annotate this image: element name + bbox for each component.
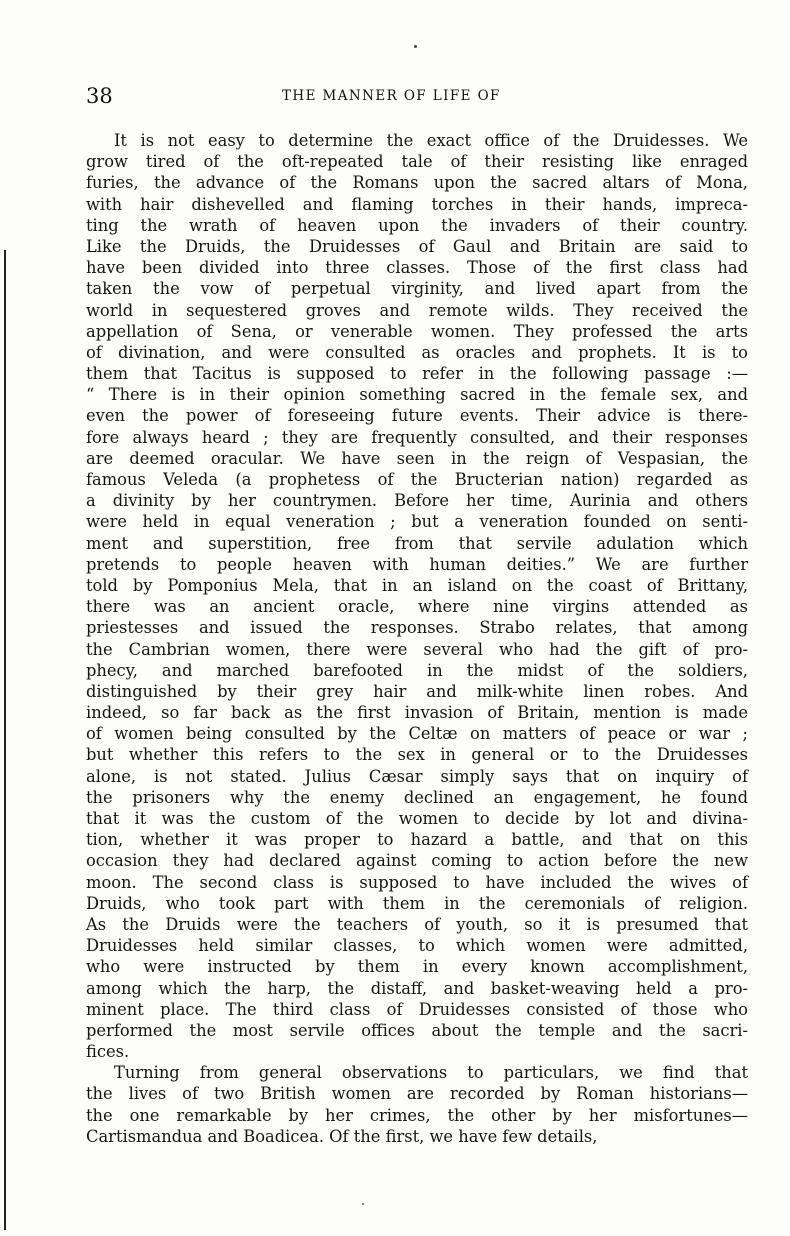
- text-line: the Cambrian women, there were several who had the gift of pro-: [86, 639, 748, 659]
- text-line: alone, is not stated. Julius Cæsar simply says that on inquiry of: [86, 766, 748, 786]
- text-line: are deemed oracular. We have seen in the reign of Vespasian, the: [86, 448, 748, 468]
- text-line: priestesses and issued the responses. Strabo relates, that among: [86, 618, 748, 638]
- text-line: there was an ancient oracle, where nine virgins attended as: [86, 597, 748, 617]
- text-line: that it was the custom of the women to decide by lot and divina-: [86, 809, 748, 828]
- text-line: ment and superstition, free from that servile adulation which: [86, 533, 748, 553]
- text-line: famous Veleda (a prophetess of the Bructerian nation) regarded as: [86, 470, 748, 489]
- text-line: Cartismandua and Boadicea. Of the first, we have few details,: [86, 1126, 598, 1146]
- text-line: phecy, and marched barefooted in the midst of the soldiers,: [86, 660, 748, 680]
- body-text: [86, 130, 748, 1147]
- text-line: furies, the advance of the Romans upon the sacred altars of Mona,: [86, 173, 748, 193]
- text-line: occasion they had declared against coming to action before the new: [86, 851, 748, 871]
- text-line: who were instructed by them in every known accomplishment,: [86, 957, 748, 977]
- text-line: among which the harp, the distaff, and basket-weaving held a pro-: [86, 978, 748, 998]
- text-line: fore always heard ; they are frequently consulted, and their responses: [86, 427, 748, 447]
- text-line: Druids, who took part with them in the ceremonials of religion.: [86, 893, 748, 913]
- text-line: grow tired of the oft-repeated tale of their resisting like enraged: [86, 152, 748, 172]
- page-edge-shadow: [4, 250, 6, 1230]
- text-line: the lives of two British women are recorded by Roman historians—: [86, 1084, 748, 1104]
- print-speck: [414, 45, 417, 48]
- text-line: fices.: [86, 1042, 130, 1062]
- running-title: THE MANNER OF LIFE OF: [282, 88, 501, 104]
- text-line: distinguished by their grey hair and milk-white linen robes. And: [86, 681, 748, 701]
- text-line: the one remarkable by her crimes, the other by her misfortunes—: [86, 1105, 748, 1125]
- text-line: Druidesses held similar classes, to which women were admitted,: [86, 936, 748, 956]
- text-line: moon. The second class is supposed to have included the wives of: [86, 872, 748, 892]
- text-line: them that Tacitus is supposed to refer in the following passage :—: [86, 364, 748, 384]
- text-line: have been divided into three classes. Those of the first class had: [86, 258, 748, 278]
- page-number: 38: [86, 84, 113, 108]
- text-line: Like the Druids, the Druidesses of Gaul and Britain are said to: [86, 236, 748, 256]
- text-line: of divination, and were consulted as oracles and prophets. It is to: [86, 342, 748, 362]
- print-speck: [362, 1203, 364, 1205]
- text-line: with hair dishevelled and flaming torches in their hands, impreca-: [86, 194, 748, 214]
- text-line: “ There is in their opinion something sacred in the female sex, and: [86, 385, 748, 405]
- text-line: performed the most servile offices about the temple and the sacri-: [86, 1020, 748, 1040]
- text-line: Turning from general observations to particulars, we find that: [114, 1063, 748, 1083]
- text-line: world in sequestered groves and remote wilds. They received the: [86, 300, 748, 320]
- text-line: appellation of Sena, or venerable women. They professed the arts: [86, 321, 748, 341]
- text-line: As the Druids were the teachers of youth, so it is presumed that: [86, 914, 748, 934]
- text-line: It is not easy to determine the exact office of the Druidesses. We: [114, 131, 748, 150]
- text-line: were held in equal veneration ; but a veneration founded on senti-: [86, 512, 748, 532]
- text-line: pretends to people heaven with human deities.” We are further: [86, 554, 748, 574]
- text-line: minent place. The third class of Druidesses consisted of those who: [86, 999, 748, 1019]
- text-line: taken the vow of perpetual virginity, and lived apart from the: [86, 279, 748, 299]
- text-line: but whether this refers to the sex in general or to the Druidesses: [86, 745, 748, 765]
- text-line: the prisoners why the enemy declined an engagement, he found: [86, 787, 748, 807]
- text-line: tion, whether it was proper to hazard a battle, and that on this: [86, 830, 748, 850]
- page-header: [86, 84, 746, 108]
- text-line: even the power of foreseeing future events. Their advice is there-: [86, 406, 748, 426]
- text-line: of women being consulted by the Celtæ on matters of peace or war ;: [86, 724, 748, 744]
- text-line: ting the wrath of heaven upon the invaders of their country.: [86, 215, 748, 235]
- text-line: indeed, so far back as the first invasion of Britain, mention is made: [86, 703, 748, 723]
- text-line: told by Pomponius Mela, that in an island on the coast of Brittany,: [86, 575, 748, 595]
- text-line: a divinity by her countrymen. Before her time, Aurinia and others: [86, 491, 748, 511]
